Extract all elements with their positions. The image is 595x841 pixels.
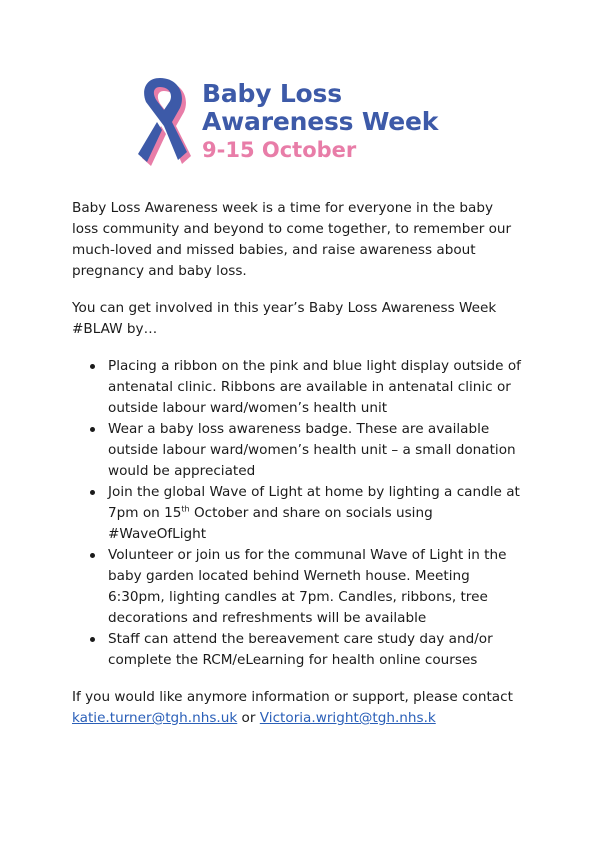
list-item-text: Placing a ribbon on the pink and blue light display outside of antenatal clinic. Ribbons are available in antenatal clinic or outside labour ward/women’s health unit [108,358,521,416]
list-item [108,419,522,482]
logo-dates: 9-15 October [202,138,357,162]
logo-title-line-1: Baby Loss [202,79,342,108]
list-item-text: Staff can attend the bereavement care study day and/or complete the RCM/eLearning for health online courses [108,631,493,668]
list-item-text: Wear a baby loss awareness badge. These are available outside labour ward/women’s health unit – a small donation would be appreciated [108,421,516,479]
list-item [108,629,522,671]
document-body [72,198,522,745]
logo-text [202,80,492,164]
list-item-text: Volunteer or join us for the communal Wave of Light in the baby garden located behind Werneth house. Meeting 6:30pm, lighting candles at 7pm. Candles, ribbons, tree decorations and refreshments will be available [108,547,507,626]
list-item [108,545,522,629]
contact-paragraph [72,687,522,729]
baby-loss-awareness-week-logo [128,72,488,172]
contact-text: If you would like anymore information or support, please contact [72,689,513,705]
superscript-th: th [181,504,190,514]
list-item-text-part-1: Join the global Wave of Light at home by lighting a candle at 7pm on 15 [108,484,520,521]
list-item [108,356,522,419]
bullet-icon [90,364,95,369]
bullet-icon [90,427,95,432]
pink-and-blue-awareness-ribbon-icon [128,72,198,172]
bullet-icon [90,553,95,558]
bullet-icon [90,490,95,495]
bullet-icon [90,637,95,642]
list-item [108,482,522,545]
logo-title-line-2: Awareness Week [202,107,439,136]
intro-paragraph: Baby Loss Awareness week is a time for everyone in the baby loss community and beyond to come together, to remember our much-loved and missed babies, and raise awareness about pregnancy and baby loss. [72,200,512,279]
contact-or: or [237,710,260,726]
get-involved-paragraph: You can get involved in this year’s Baby Loss Awareness Week #BLAW by… [72,300,497,337]
ways-to-get-involved-list [72,356,522,671]
email-link-katie-turner[interactable]: katie.turner@tgh.nhs.uk [72,710,238,726]
email-link-victoria-wright[interactable]: Victoria.wright@tgh.nhs.k [259,710,436,726]
list-item-text-part-2: October and share on socials using #WaveOfLight [108,505,433,542]
